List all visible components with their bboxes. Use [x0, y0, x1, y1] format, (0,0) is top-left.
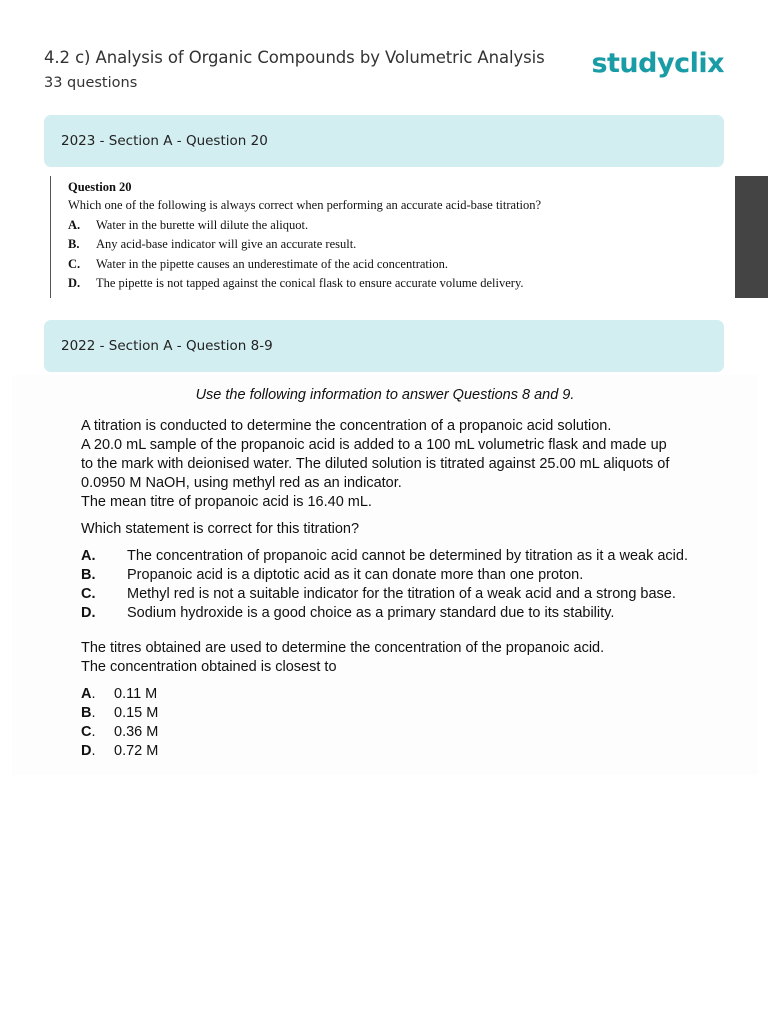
option-letter: D — [81, 743, 92, 759]
option-letter: C — [81, 724, 92, 740]
option-letter: A — [81, 686, 92, 702]
page-title: 4.2 c) Analysis of Organic Compounds by Volumetric Analysis — [44, 48, 545, 67]
option-text: Propanoic acid is a diptotic acid as it can donate more than one proton. — [127, 567, 584, 583]
section-header-2022-q8-9[interactable] — [44, 320, 724, 372]
info-line: A titration is conducted to determine the concentration of a propanoic acid solution. — [81, 418, 612, 434]
question-count: 33 questions — [44, 75, 138, 91]
q8-option-d — [81, 604, 741, 623]
q9-option-b: B. 0.15 M — [81, 705, 159, 721]
option-text: 0.11 M — [114, 686, 158, 702]
option-letter: C. — [81, 586, 96, 602]
q9-option-a: A. 0.11 M — [81, 686, 158, 702]
option-text: The pipette is not tapped against the conical flask to ensure accurate volume delivery. — [96, 276, 524, 290]
option-d — [68, 276, 710, 291]
option-text: Methyl red is not a suitable indicator for the titration of a weak acid and a strong base. — [127, 586, 676, 602]
q9-option-d: D. 0.72 M — [81, 743, 159, 759]
info-line: The mean titre of propanoic acid is 16.40 mL. — [81, 494, 372, 510]
info-line: 0.0950 M NaOH, using methyl red as an indicator. — [81, 475, 402, 491]
option-letter: C. — [68, 256, 81, 271]
option-text: Water in the pipette causes an underestimate of the acid concentration. — [96, 256, 448, 271]
option-letter: B — [81, 705, 92, 721]
option-text: The concentration of propanoic acid cannot be determined by titration as it a weak acid. — [127, 548, 688, 564]
option-text: Sodium hydroxide is a good choice as a primary standard due to its stability. — [127, 605, 615, 621]
q9-option-c: C. 0.36 M — [81, 724, 159, 740]
q8-option-b — [81, 566, 741, 585]
question-stem: Which one of the following is always correct when performing an accurate acid-base titration? — [68, 198, 542, 212]
option-letter: D. — [68, 276, 81, 290]
section-label: 2022 - Section A - Question 8-9 — [61, 338, 273, 354]
option-letter: B. — [81, 567, 96, 583]
question-20-image — [50, 176, 710, 298]
question-9-stem-line: The titres obtained are used to determine the concentration of the propanoic acid. — [81, 640, 605, 656]
question-8-stem: Which statement is correct for this titration? — [81, 521, 360, 537]
info-line: to the mark with deionised water. The diluted solution is titrated against 25.00 mL aliquots of — [81, 456, 670, 472]
q8-option-a — [81, 547, 741, 566]
option-a — [68, 218, 710, 233]
page-header — [44, 48, 734, 98]
option-letter: B. — [68, 237, 80, 251]
option-text: Water in the burette will dilute the aliquot. — [96, 217, 309, 232]
option-text: Any acid-base indicator will give an accurate result. — [96, 237, 357, 251]
section-label: 2023 - Section A - Question 20 — [61, 133, 268, 149]
option-text: 0.72 M — [114, 743, 159, 759]
q8-option-c — [81, 585, 741, 604]
question-8-9-image — [12, 375, 758, 775]
option-text: 0.15 M — [114, 705, 159, 721]
option-text: 0.36 M — [114, 724, 159, 740]
question-intro: Use the following information to answer Questions 8 and 9. — [195, 387, 575, 403]
option-letter: D. — [81, 605, 96, 621]
question-heading: Question 20 — [68, 180, 132, 194]
section-header-2023-q20[interactable] — [44, 115, 724, 167]
studyclix-logo[interactable]: studyclix — [591, 48, 724, 79]
option-c — [68, 257, 710, 272]
side-panel-tab[interactable] — [735, 176, 768, 298]
info-line: A 20.0 mL sample of the propanoic acid is added to a 100 mL volumetric flask and made up — [81, 437, 667, 453]
option-letter: A. — [81, 548, 96, 564]
question-9-stem-line: The concentration obtained is closest to — [81, 659, 337, 675]
option-b — [68, 237, 710, 252]
option-letter: A. — [68, 217, 81, 232]
